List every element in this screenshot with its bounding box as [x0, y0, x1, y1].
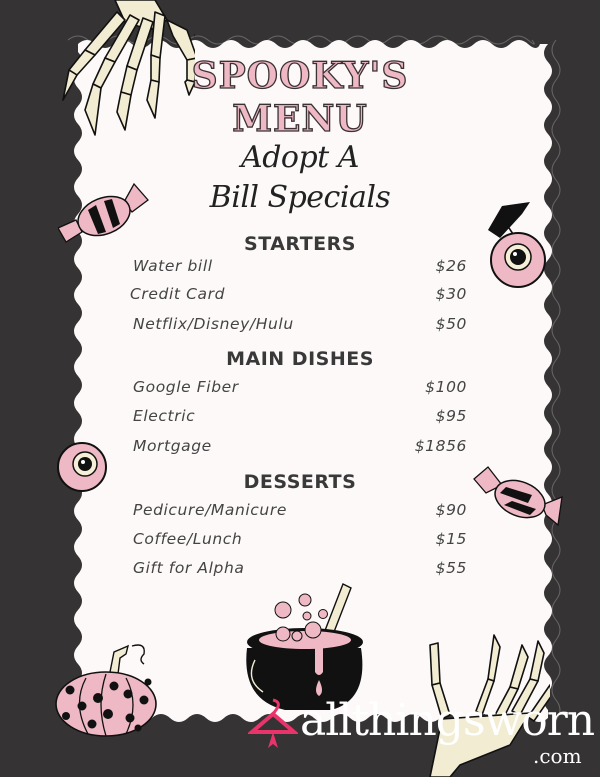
item-price: $50	[435, 315, 467, 333]
hanger-logo-icon	[248, 698, 298, 750]
menu-title-line1: SPOOKY'S	[191, 55, 409, 97]
menu-title-line2: MENU	[232, 98, 368, 140]
item-name: Credit Card	[130, 285, 226, 303]
watermark-brand: allthingsworn	[300, 695, 595, 746]
menu-item	[133, 559, 467, 577]
item-name: Electric	[133, 407, 196, 425]
item-name: Water bill	[133, 257, 213, 275]
item-name: Netflix/Disney/Hulu	[133, 315, 294, 333]
menu-item	[130, 285, 467, 303]
item-price: $100	[425, 378, 467, 396]
section-heading-desserts: DESSERTS	[243, 471, 357, 493]
menu-item	[133, 530, 467, 548]
cauldron-icon	[235, 580, 375, 710]
item-price: $55	[435, 559, 467, 577]
item-price: $26	[435, 257, 467, 275]
item-name: Coffee/Lunch	[133, 530, 243, 548]
menu-item	[133, 501, 467, 519]
item-price: $1856	[414, 437, 467, 455]
item-price: $90	[435, 501, 467, 519]
section-heading-main-dishes: MAIN DISHES	[226, 348, 374, 370]
item-price: $95	[435, 407, 467, 425]
item-name: Gift for Alpha	[133, 559, 245, 577]
menu-subtitle-line2: Bill Specials	[209, 180, 391, 215]
item-name: Mortgage	[133, 437, 212, 455]
item-price: $30	[435, 285, 467, 303]
section-heading-starters: STARTERS	[244, 233, 356, 255]
menu-subtitle-line1: Adopt A	[241, 140, 359, 175]
pumpkin-icon	[52, 638, 160, 738]
item-name: Google Fiber	[133, 378, 239, 396]
watermark-domain: .com	[533, 744, 582, 768]
menu-item	[133, 437, 467, 455]
menu-item	[133, 257, 467, 275]
menu-item	[133, 407, 467, 425]
item-price: $15	[435, 530, 467, 548]
item-name: Pedicure/Manicure	[133, 501, 287, 519]
menu-item	[133, 315, 467, 333]
menu-item	[133, 378, 467, 396]
